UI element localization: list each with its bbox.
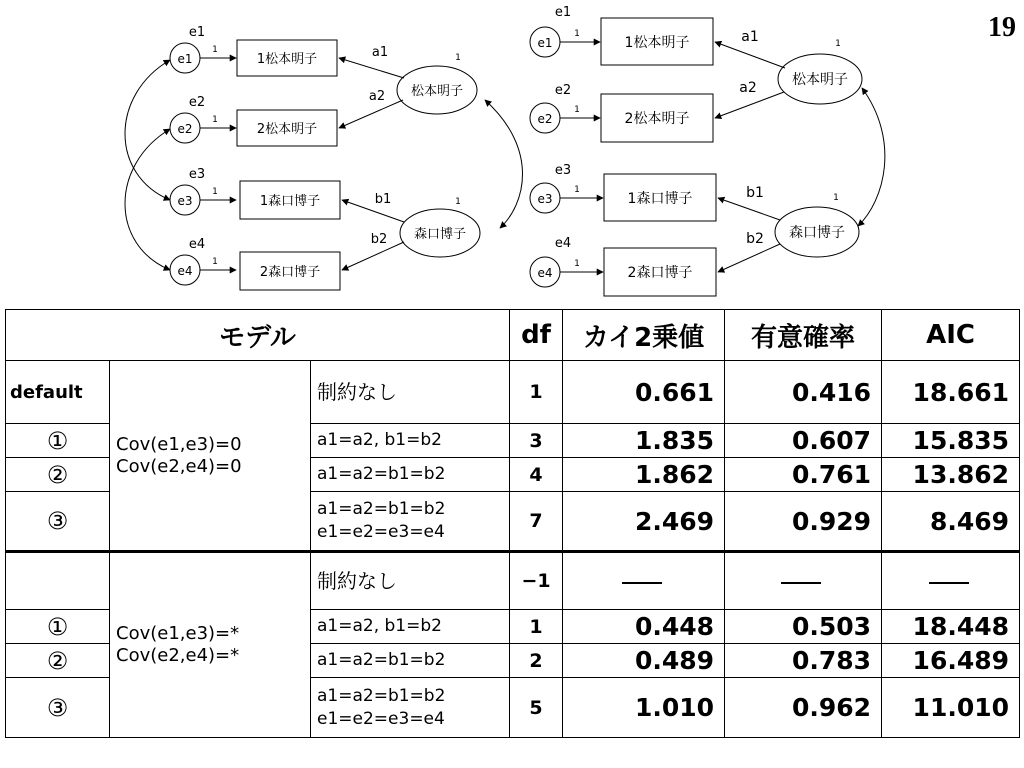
chi2-cell: 0.489 [563,644,725,678]
loading-label-a1: a1 [741,29,759,45]
error-inner-e3: e3 [537,192,553,206]
aic-cell: 15.835 [882,424,1020,458]
error-label-e3: e3 [554,163,572,178]
df-cell: 5 [510,678,563,738]
constraint-cell: 制約なし [311,552,510,610]
df-cell: 1 [510,610,563,644]
aic-cell: 13.862 [882,458,1020,492]
latent-variance-1: 1 [455,53,461,63]
constraint-cell: a1=a2, b1=b2 [311,610,510,644]
df-cell: 3 [510,424,563,458]
chi2-cell: 2.469 [563,492,725,552]
constraint-cell: a1=a2=b1=b2 [311,458,510,492]
row-label [6,552,110,610]
error-inner-e1: e1 [177,52,193,66]
observed-label-4: 2森口博子 [627,265,693,281]
constraint-line: e1=e2=e3=e4 [317,708,445,729]
error-label-e2: e2 [188,95,206,110]
error-label-e4: e4 [554,236,572,251]
observed-label-1: 1松本明子 [624,35,690,51]
aic-cell [882,552,1020,610]
latent-variance-2: 1 [833,193,839,203]
error-weight-e1: 1 [574,29,580,39]
error-inner-e4: e4 [177,264,193,278]
latent-correlation-curve [858,88,885,226]
df-cell: 2 [510,644,563,678]
error-inner-e1: e1 [537,36,553,50]
error-weight-e4: 1 [212,257,218,267]
error-weight-e3: 1 [212,187,218,197]
chi2-cell [563,552,725,610]
latent-label-2: 森口博子 [413,227,467,242]
cov-cell-group2 [110,552,311,738]
page-number: 19 [988,12,1016,43]
error-weight-e3: 1 [574,185,580,195]
loading-label-a2: a2 [739,80,757,96]
loading-label-b1: b1 [374,192,392,207]
error-label-e1: e1 [554,5,572,20]
cov-line: Cov(e2,e4)=* [116,645,240,666]
chi2-cell: 0.448 [563,610,725,644]
error-label-e2: e2 [554,83,572,98]
row-label: default [6,361,110,424]
path-diagrams [0,0,1024,300]
chi2-cell: 1.862 [563,458,725,492]
row-label: ① [6,424,110,458]
latent-label-1: 松本明子 [792,72,848,88]
dash-mark [622,582,662,584]
latent-variance-2: 1 [455,197,461,207]
row-label: ① [6,610,110,644]
loading-arrow-a1 [715,42,785,68]
observed-label-4: 2森口博子 [259,265,321,280]
observed-label-1: 1松本明子 [256,52,318,67]
error-weight-e4: 1 [574,259,580,269]
observed-label-3: 1森口博子 [627,191,693,207]
latent-label-2: 森口博子 [789,225,845,241]
loading-arrow-a2 [339,100,403,128]
error-label-e1: e1 [188,25,206,40]
header-p: 有意確率 [725,310,882,361]
constraint-cell: a1=a2, b1=b2 [311,424,510,458]
error-inner-e2: e2 [537,112,553,126]
df-cell: −1 [510,552,563,610]
observed-label-3: 1森口博子 [259,194,321,209]
loading-arrow-b2 [718,244,780,272]
diagram-right [530,5,885,296]
loading-arrow-b1 [342,200,404,222]
loading-label-b2: b2 [746,231,764,247]
row-label: ③ [6,678,110,738]
table-row [6,361,1020,424]
error-inner-e3: e3 [177,194,193,208]
p-cell: 0.503 [725,610,882,644]
cov-line: Cov(e1,e3)=* [116,623,240,644]
loading-arrow-a1 [339,58,404,78]
row-label: ② [6,458,110,492]
chi2-cell: 1.010 [563,678,725,738]
error-inner-e4: e4 [537,266,553,280]
loading-label-b1: b1 [746,185,764,201]
row-label: ② [6,644,110,678]
constraint-cell: 制約なし [311,361,510,424]
cov-e1-e3-curve [125,60,170,200]
cov-cell-group1 [110,361,311,552]
df-cell: 1 [510,361,563,424]
results-table [5,309,1020,738]
observed-label-2: 2松本明子 [624,111,690,127]
error-weight-e2: 1 [212,115,218,125]
p-cell: 0.607 [725,424,882,458]
constraint-line: a1=a2=b1=b2 [317,685,446,706]
error-inner-e2: e2 [177,122,193,136]
p-cell: 0.761 [725,458,882,492]
error-weight-e1: 1 [212,45,218,55]
chi2-cell: 0.661 [563,361,725,424]
p-cell: 0.783 [725,644,882,678]
error-weight-e2: 1 [574,105,580,115]
p-cell [725,552,882,610]
cov-e2-e4-curve [125,129,170,270]
constraint-cell: a1=a2=b1=b2 [311,644,510,678]
header-model: モデル [6,310,510,361]
dash-mark [929,582,969,584]
latent-correlation-curve [485,100,523,228]
table-header-row [6,310,1020,361]
constraint-cell [311,678,510,738]
aic-cell: 18.661 [882,361,1020,424]
error-label-e4: e4 [188,237,206,252]
diagram-left [125,25,523,290]
constraint-line: a1=a2=b1=b2 [317,499,446,519]
aic-cell: 18.448 [882,610,1020,644]
loading-label-b2: b2 [370,232,388,247]
aic-cell: 16.489 [882,644,1020,678]
loading-arrow-b1 [718,198,780,220]
latent-label-1: 松本明子 [410,84,464,99]
loading-label-a2: a2 [368,89,386,104]
cov-line: Cov(e1,e3)=0 [116,433,242,455]
latent-variance-1: 1 [835,39,841,49]
row-label: ③ [6,492,110,552]
constraint-cell [311,492,510,552]
cov-line: Cov(e2,e4)=0 [116,455,242,477]
p-cell: 0.962 [725,678,882,738]
error-label-e3: e3 [188,167,206,182]
p-cell: 0.416 [725,361,882,424]
header-aic: AIC [882,310,1020,361]
dash-mark [781,582,821,584]
df-cell: 7 [510,492,563,552]
constraint-line: e1=e2=e3=e4 [317,522,445,542]
aic-cell: 8.469 [882,492,1020,552]
loading-label-a1: a1 [371,45,389,60]
p-cell: 0.929 [725,492,882,552]
chi2-cell: 1.835 [563,424,725,458]
header-chi2: カイ2乗値 [563,310,725,361]
aic-cell: 11.010 [882,678,1020,738]
header-df: df [510,310,563,361]
table-row [6,552,1020,610]
df-cell: 4 [510,458,563,492]
observed-label-2: 2松本明子 [256,122,318,137]
